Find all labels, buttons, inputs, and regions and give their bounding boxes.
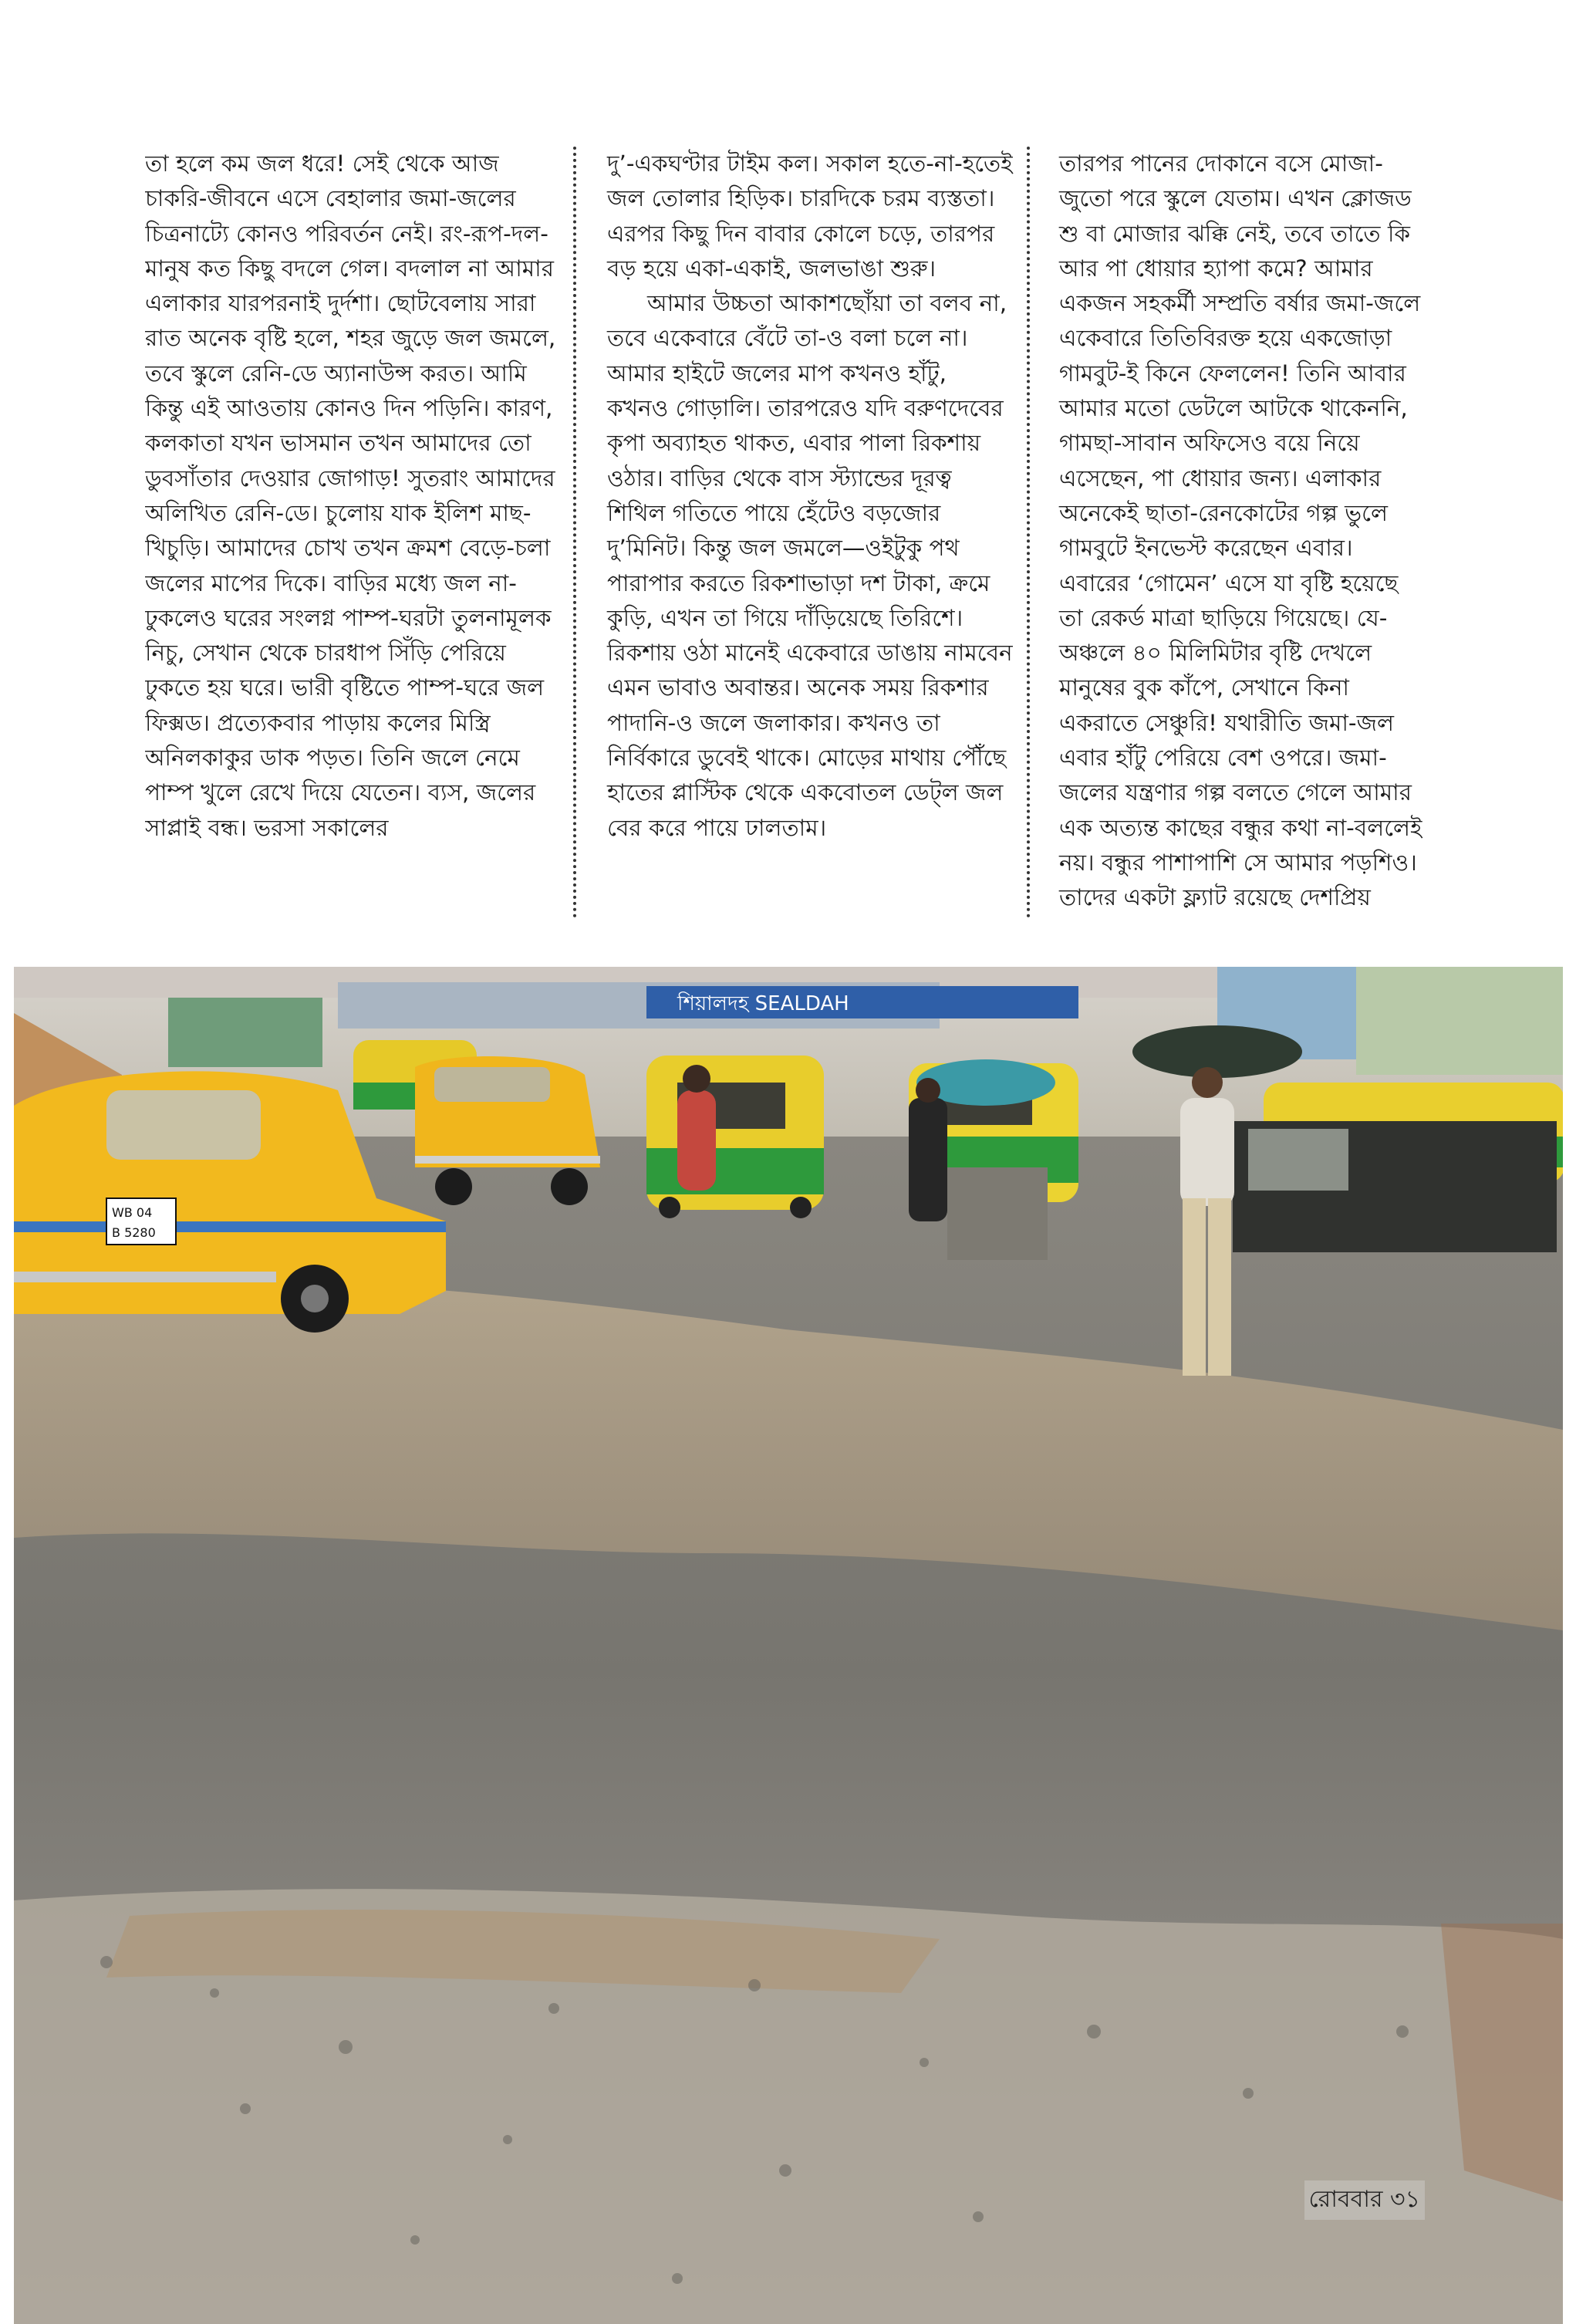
page-folio: রোববার ৩১ [1304,2180,1425,2220]
station-sign [646,986,1078,1018]
street-photo [14,967,1563,2324]
column-3-paragraph-1: তারপর পানের দোকানে বসে মোজা-জুতো পরে স্কুলে যেতাম। এখন ক্লোজড শু বা মোজার ঝক্কি নেই, তবে তাতে কি আর পা ধোয়ার হ্যাপা কমে? আমার একজন সহকর্মী সম্প্রতি বর্ষার জমা-জলে একেবারে তিতিবিরক্ত হয়ে একজোড়া গামবুট-ই কিনে ফেললেন! তিনি আবার আমার মতো ডেটলে আটকে থাকেননি, গামছা-সাবান অফিসেও বয়ে নিয়ে এসেছেন, পা ধোয়ার জন্য। এলাকার অনেকেই ছাতা-রেনকোটের গল্প ভুলে গামবুটে ইনভেস্ট করেছেন এবার। এবারের ‘গোমেন’ এসে যা বৃষ্টি হয়েছে তা রেকর্ড মাত্রা ছাড়িয়ে গিয়েছে। যে-অঞ্চলে ৪০ মিলিমিটার বৃষ্টি দেখলে মানুষের বুক কাঁপে, সেখানে কিনা একরাতে সেঞ্চুরি! যথারীতি জমা-জল এবার হাঁটু পেরিয়ে বেশ ওপরে। জমা-জলের যন্ত্রণার গল্প বলতে গেলে আমার এক অত্যন্ত কাছের বন্ধুর কথা না-বললেই নয়। বন্ধুর পাশাপাশি সে আমার পড়শিও। তাদের একটা ফ্ল্যাট রয়েছে দেশপ্রিয় [1059,150,1422,911]
article-column-1 [145,147,573,918]
taxi-plate-line-1: WB 04 [112,1205,153,1220]
article-columns [145,147,1426,918]
column-1-paragraph-1: তা হলে কম জল ধরে! সেই থেকে আজ চাকরি-জীবনে এসে বেহালার জমা-জলের চিত্রনাট্যে কোনও পরিবর্তন নেই। রং-রূপ-দল-মানুষ কত কিছু বদলে গেল। বদলাল না আমার এলাকার যারপরনাই দুর্দশা। ছোটবেলায় সারা রাত অনেক বৃষ্টি হলে, শহর জুড়ে জল জমলে, তবে স্কুলে রেনি-ডে অ্যানাউন্স করত। আমি কিন্তু এই আওতায় কোনও দিন পড়িনি। কারণ, কলকাতা যখন ভাসমান তখন আমাদের তো ডুবসাঁতার দেওয়ার জোগাড়! সুতরাং আমাদের অলিখিত রেনি-ডে। চুলোয় যাক ইলিশ মাছ-খিচুড়ি। আমাদের চোখ তখন ক্রমশ বেড়ে-চলা জলের মাপের দিকে। বাড়ির মধ্যে জল না-ঢুকলেও ঘরের সংলগ্ন পাম্প-ঘরটা তুলনামূলক নিচু, সেখান থেকে চারধাপ সিঁড়ি পেরিয়ে ঢুকতে হয় ঘরে। ভারী বৃষ্টিতে পাম্প-ঘরে জল ফিক্সড। প্রত্যেকবার পাড়ায় কলের মিস্ত্রি অনিলকাকুর ডাক পড়ত। তিনি জলে নেমে পাম্প খুলে রেখে দিয়ে যেতেন। ব্যস, জলের সাপ্লাই বন্ধ। ভরসা সকালের [145,150,556,841]
taxi-plate-line-2: B 5280 [112,1225,156,1240]
article-column-2 [573,147,1027,918]
column-2-paragraph-1: দু’-একঘণ্টার টাইম কল। সকাল হতে-না-হতেই জল তোলার হিড়িক। চারদিকে চরম ব্যস্ততা। এরপর কিছু দিন বাবার কোলে চড়ে, তারপর বড় হয়ে একা-একাই, জলভাঙা শুরু। [607,150,1013,282]
article-column-3 [1027,147,1426,918]
station-sign-text: শিয়ালদহ SEALDAH [677,992,849,1015]
column-2-paragraph-2: আমার উচ্চতা আকাশছোঁয়া তা বলব না, তবে একেবারে বেঁটে তা-ও বলা চলে না। আমার হাইটে জলের মাপ কখনও হাঁটু, কখনও গোড়ালি। তারপরেও যদি বরুণদেবের কৃপা অব্যাহত থাকত, এবার পালা রিকশায় ওঠার। বাড়ির থেকে বাস স্ট্যান্ডের দূরত্ব শিথিল গতিতে পায়ে হেঁটেও বড়জোর দু’মিনিট। কিন্তু জল জমলে—ওইটুকু পথ পারাপার করতে রিকশাভাড়া দশ টাকা, ক্রমে কুড়ি, এখন তা গিয়ে দাঁড়িয়েছে তিরিশে। রিকশায় ওঠা মানেই একেবারে ডাঙায় নামবেন এমন ভাবাও অবান্তর। অনেক সময় রিকশার পাদানি-ও জলে জলাকার। কখনও তা নির্বিকারে ডুবেই থাকে। মোড়ের মাথায় পৌঁছে হাতের প্লাস্টিক থেকে একবোতল ডেট্ল জল বের করে পায়ে ঢালতাম। [607,290,1013,841]
